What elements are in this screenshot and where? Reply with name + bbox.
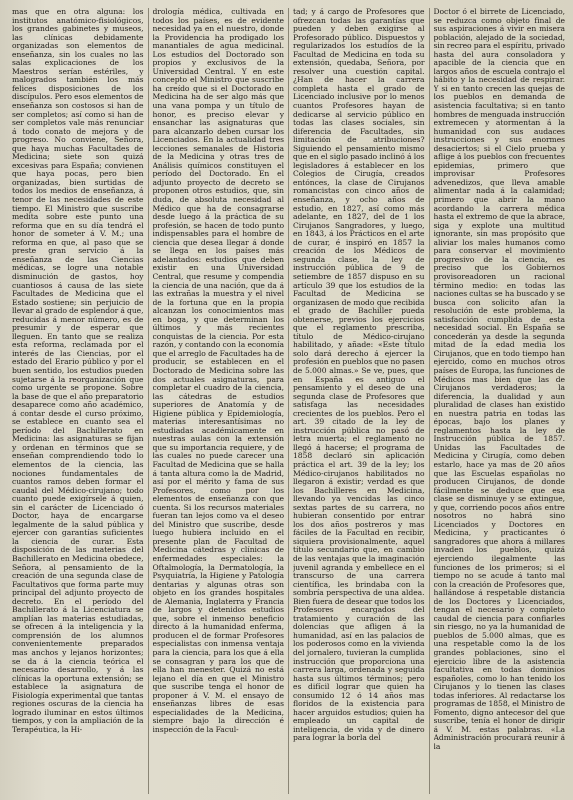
- column-divider: [148, 8, 149, 794]
- column-divider: [288, 8, 289, 794]
- column-1: [12, 8, 144, 794]
- column-text: drología médica, cultivada en todos los países, es de evidente necesidad ya en el nuestro, donde la Providencia ha prodigado los manantiales de agua medicinal. Los estudios del Doctorado son propios y exclusivos de la Universidad Central. Y en este concepto el Ministro que suscribe ha creído que si el Doctorado en Medicina ha de ser algo más que una vana pompa y un título de honor, es preciso elevar y ensanchar las asignaturas que para alcanzarlo deben cursar los Licenciados. En la actualidad tres lecciones semanales de Historia de la Medicina y otras tres de Análisis químicos constituyen el período del Doctorado. En el adjunto proyecto de decreto se proponen otros estudios, que, sin duda, de absoluta necesidad al Médico que ha de consagrarse desde luego á la práctica de su profesión, se hacen de todo punto indispensables para el hombre de ciencia que desea llegar á donde se llega en los países más adelantados: estudios que deben existir en una Universidad Central, que resume y compendia la ciencia de una nación, que da á las extrañas la muestra y el nivel de la fortuna que en la propia alcanzan los conocimientos mas en boga, y que determinan los últimos y más recientes conquistas de la ciencia. Por esta razón, y contando con la economía que el arreglo de Facultades ha de producir, se establecen en el Doctorado de Medicina sobre las dos actuales asignaturas, para completar el cuadro de la ciencia, las cátedras de estudios superiores de Anatomía y de Higiene pública y Epidemiología, materias interesantísimas no estudiadas académicamente en nuestras aulas con la extensión que su importancia requiere, y de las cuales no puede carecer una Facultad de Medicina que se halla á tanta altura como la de Madrid, así por el mérito y fama de sus Profesores, como por los elementos de enseñanza con que cuenta. Si los recursos materiales fueran tan lejos como va el deseo del Ministro que suscribe, desde luego hubiera incluido en el presente plan de Facultad de Medicina cátedras y clínicas de enfermedades especiales: la Oftalmología, la Dermatología, la Psyquiatría, la Higiene y Patología dentarias y algunas otras son objeto en los grandes hospitales de Alemania, Inglaterra y Francia de largos y detenidos estudios que, sobre el inmenso beneficio directo á la humanidad enferma, producen el de formar Profesores especialistas con inmensa ventaja para la ciencia, para los que á ella se consagran y para los que de ella han menester. Quizá no está lejano el día en que el Ministro que suscribe tenga el honor de proponer á V. M. el ensayo de enseñanzas libres de esas especialidades de la Medicina, siempre bajo la dirección é inspección de la Facul-: [152, 8, 284, 734]
- column-text: tad; y á cargo de Profesores que ofrezcan todas las garantías que pueden y deben exigirse al Profesorado público. Dispuestos y regularizados los estudios de la Facultad de Medicina en toda su extensión, quedaba, Señora, por resolver una cuestión capital. ¿Han de hacer la carrera completa hasta el grado de Licenciado inclusive por lo menos cuantos Profesores hayan de dedicarse al servicio público en todas las clases sociales, sin diferencia de Facultades, sin limitación de atribuciones? Siguiendo el pensamiento mismo que en el siglo pasado inclinó á los legisladores á establecer en los Colegios de Cirugía, creados entónces, la clase de Cirujanos romancistas con cinco años de enseñanza, y ocho años de estudio, en 1827, así como más adelante, en 1827, del de 1 los Cirujanos Sangradores, y luego, en 1843, á los Prácticos en el arte de curar, é inspiró en 1857 la creación de los Médicos de segunda clase, la ley de instrucción pública de 9 de setiembre de 1857 dispuso en su artículo 39 que los estudios de la Facultad de Medicina se organizasen de modo que recibida el grado de Bachiller pueda obtenerse, previos los ejercicios que el reglamento prescriba, título de Médico-cirujano habilitado, y añade: «Este título solo dará derecho á ejercer la profesión en pueblos que no pasen de 5.000 almas.» Se ve, pues, que en España es antiguo el pensamiento y el deseo de una segunda clase de Profesores que satisfaga las necesidades crecientes de los pueblos. Pero el art. 39 citado de la ley de instrucción pública no pasó de letra muerta; el reglamento no llegó á hacerse; el programa de 1858 declaró sin aplicación práctica el art. 39 de la ley; los Médico-cirujanos habilitados no llegaron á existir; verdad es que los Bachilleres en Medicina, llevando ya vencidas las cinco sextas partes de su carrera, no hubieran consentido por entrar los dos años postreros y mas fáciles de la Facultad en recibir, siquiera provisionalmente, aquel título secundario que, en cambio de las ventajas que la imaginación juvenil agranda y embellece en el transcurso de una carrera científica, les brindaba con la sombría perspectiva de una aldea. Bien fuera de desear que todos los Profesores encargados del tratamiento y curación de las dolencias que afligen á la humanidad, así en las palacios de los poderosos como en la vivienda del jornalero, tuvieran la cumplida instrucción que proporciona una carrera larga, ordenada y seguida hasta sus últimos términos; pero es difícil lograr que quien ha consumido 12 ó 14 años mas floridos de la existencia para hacer arguidos estudios; quien ha empleado un capital de inteligencia, de vida y de dinero para lograr la borla del: [293, 8, 425, 743]
- text-columns: [12, 8, 565, 794]
- column-2: [153, 8, 285, 794]
- column-divider: [429, 8, 430, 794]
- column-4: [434, 8, 566, 794]
- column-text: Doctor ó el birrete de Licenciado, se reduzca como objeto final de sus aspiraciones á vivir en misera población, alejado de la sociedad, sin recreo para el espíritu, privado hasta del aura consoladora y apacible de la ciencia que en largos años de escuela contrajo el hábito y la necesidad de respirar. Y si en tanto crecen las quejas de los pueblos en demanda de asistencia facultativa; si en tanto hombres de menguada instrucción extremecen y atormentan á la humanidad con sus audaces instrucciones y sus enormes desaciertos; si el Cielo prueba y aflige á los pueblos con frecuentes epidemias, primero que improvisar Profesores advenedizos, que lleva amable alimentar nada á la calamidad; primero que abrir la mano acordando la carrera médica hasta el extremo de que la abrace, siga y explote una multitud ignorante, sin mas propósito que aliviar los males humanos como para conservar el movimiento progresivo de la ciencia, es preciso que los Gobiernos provisoreadoren un racional término medio: en todas las naciones cultas se ha buscado y se busca con solicito afan la resolución de este problema, la satisfacción cumplida de esta necesidad social. En España se concederán ya desde la segunda mitad de la edad media los Cirujanos, que en todo tiempo han ejercido, como en muchos otros países de Europa, las funciones de Médicos mas bien que las de Cirujanos verdaderos; la diferencia, la dualidad y aun pluralidad de clases han existido en nuestra patria en todas las épocas, bajo los planes y reglamentos hasta la ley de Instrucción pública de 1857. Unidas las Facultades de Medicina y Cirugía, como deben estarlo, hace ya mas de 20 años que las Escuelas españolas no producen Cirujanos, de donde fácilmente se deduce que esa clase se disminuye y se extingue, y que, corriendo pocos años entre nosotros no habrá sino Licenciados y Doctores en Medicina, y practicantes ó sangradores que ahora á millares invaden los pueblos, quizá ejerciendo ilegalmente las funciones de los primeros; si el tiempo no se acude á tanto mal con la creación de Profesores que, hallándose á respetable distancia de los Doctores y Licenciados, tengan el necesario y completo caudal de ciencia para confiarles sin riesgo, no ya la humanidad de pueblos de 5.000 almas, que es una respetable como la de los grandes poblaciones, sino el ejercicio libre de la asistencia facultativa en todas dominios españoles, como lo han tenido los Cirujanos y lo tienen las clases todas inferiores. Al redactarse los programas de 1858, el Ministro de Fomento, digno antecesor del que suscribe, tenía el honor de dirigir á V. M. estas palabras. «La Administración procurará reunir á la: [433, 8, 565, 752]
- column-3: [293, 8, 425, 794]
- column-text: mas que en otra alguna: los institutos anatómico-fisiológicos, los grandes gabinetes y museos, las clínicas debidamente organizadas son elementos de enseñanza, sin los cuales no las salas explicaciones de los Maestros serían estériles, y malogrados también los más felices disposiciones de los discípulos. Pero esos elementos de enseñanza son costosos si han de ser completos; así como si han de ser completos vale más renunciar á todo conato de mejora y de progreso. No conviene, Señora, que haya muchas Facultades de Medicina; siete son quizá excesivas para España; convienen que haya pocas, pero bien organizadas, bien surtidas de todos los medios de enseñanza, á tenor de las necesidades de este tiempo. El Ministro que suscribe medita sobre este punto una reforma que en su día tendrá el honor de someter á V. M.; una reforma en que, al paso que se preste gran servicio á la enseñanza de las Ciencias médicas, se logre una notable disminución de gastos, hoy cuantiosos á causa de las siete Facultades de Medicina que el Estado sostiene; sin perjuicio de llevar al grado de esplendor á que, reducidas á menor número, es de presumir y de esperar que lleguen. En tanto que se realiza esta reforma, reclamada por el interés de las Ciencias, por el estado del Erario público y por el buen sentido, los estudios pueden sujetarse á la reorganización que como urgente se propone. Sobre la base de que el año preparatorio desaparece como año académico, á contar desde el curso próximo, se establece en cuanto sea el período del Bachillerato en Medicina: las asignaturas se fijan y ordenan en términos que se enseñan comprendiendo todo lo elementos de la ciencia, las nociones fundamentales de cuantos ramos deben formar el caudal del Médico-cirujano; todo cuanto puede exigírsele á quien, sin el carácter de Licenciado ó Doctor, haya de encargarse legalmente de la salud pública y ejercer con garantías suficientes la ciencia de curar. Esta disposición de las materias del Bachillerato en Medicina obedece, Señora, al pensamiento de la creación de una segunda clase de Facultativos que forma parte muy principal del adjunto proyecto de decreto. En el período del Bachillerato á la Licenciatura se amplían las materias estudiadas, se ofrecen á la inteligencia y la comprensión de los alumnos convenientemente preparados mas anchos y lejanos horizontes; se da á la ciencia teórica el necesario desarrollo, y á las clínicas la oportuna extensión; se establece la asignatura de Fisiología experimental que tantas regiones oscuras de la ciencia ha logrado iluminar en estos últimos tiempos, y con la ampliación de la Terapéutica, la Hi-: [12, 8, 144, 734]
